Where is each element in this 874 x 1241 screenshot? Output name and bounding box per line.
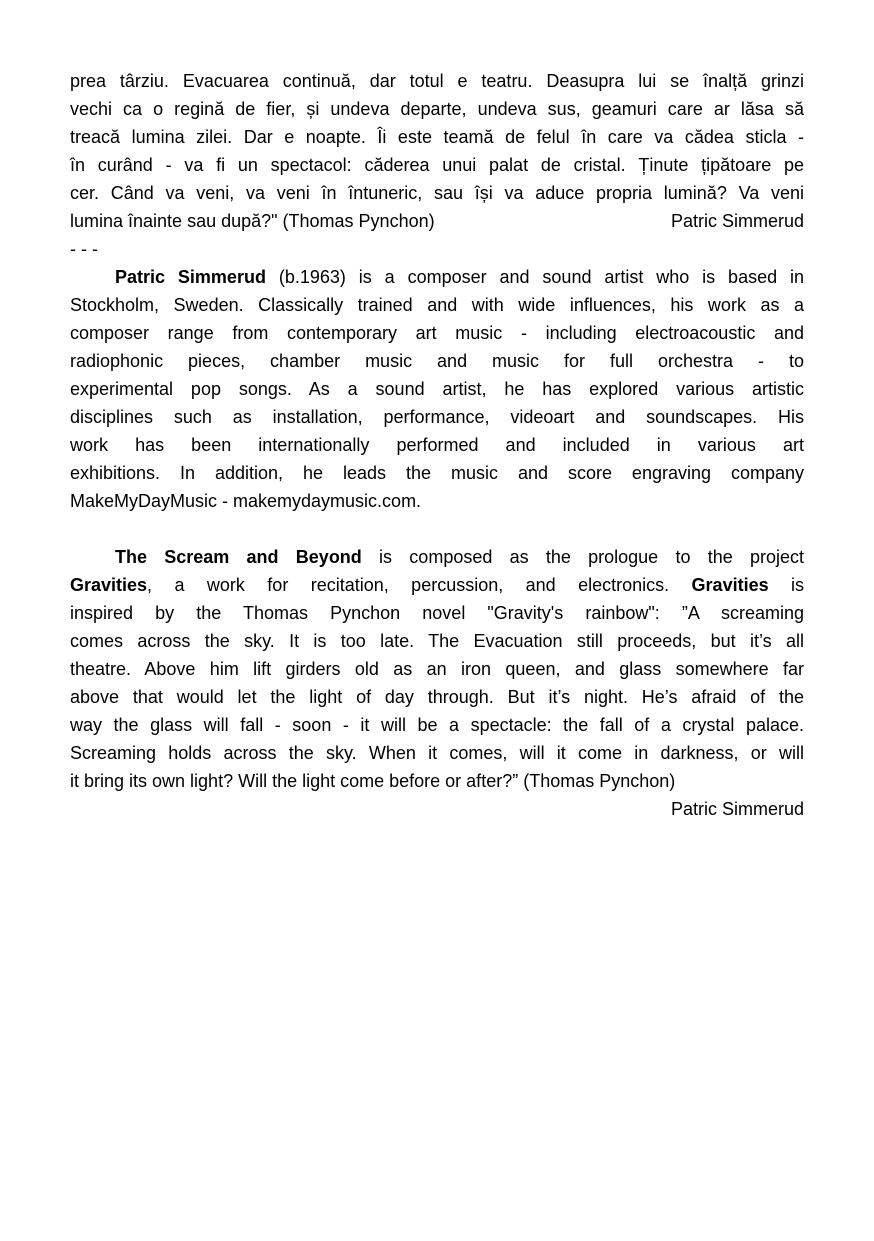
- text-line: [70, 767, 804, 795]
- text-segment: Stockholm, Sweden. Classically trained and with wide influences, his work as a: [70, 295, 804, 315]
- bold-text-segment: The Scream and Beyond: [115, 547, 362, 567]
- text-segment: it bring its own light? Will the light come before or after?” (Thomas Pynchon): [70, 771, 676, 791]
- text-segment: Patric Simmerud: [670, 799, 804, 819]
- text-segment: Screaming holds across the sky. When it comes, will it come in darkness, or will: [70, 743, 804, 763]
- text-line: [70, 207, 804, 235]
- text-line: [70, 795, 804, 823]
- paragraph-romanian-quote: [70, 67, 804, 263]
- text-line: [70, 123, 804, 151]
- text-segment: is: [768, 575, 805, 595]
- text-segment: inspired by the Thomas Pynchon novel "Gravity's rainbow": ”A screaming: [70, 603, 804, 623]
- bold-text-segment: Gravities: [691, 575, 769, 595]
- text-line: [70, 375, 804, 403]
- text-line: [70, 599, 804, 627]
- text-segment: experimental pop songs. As a sound artist, he has explored various artistic: [70, 379, 804, 399]
- text-line: [70, 431, 804, 459]
- text-segment: - - -: [70, 239, 98, 259]
- quote-attribution-text: lumina înainte sau după?" (Thomas Pynchon): [70, 211, 435, 231]
- text-line: [70, 235, 804, 263]
- text-line: [70, 655, 804, 683]
- text-line: [70, 95, 804, 123]
- text-line: [70, 459, 804, 487]
- text-line: [70, 291, 804, 319]
- text-line: [70, 263, 804, 291]
- text-segment: work has been internationally performed and included in various art: [70, 435, 804, 455]
- text-segment: comes across the sky. It is too late. The Evacuation still proceeds, but it’s all: [70, 631, 804, 651]
- text-segment: radiophonic pieces, chamber music and music for full orchestra - to: [70, 351, 804, 371]
- text-line: [70, 403, 804, 431]
- author-name-text: Patric Simmerud: [670, 211, 804, 231]
- text-segment: composer range from contemporary art music - including electroacoustic and: [70, 323, 804, 343]
- text-segment: theatre. Above him lift girders old as an iron queen, and glass somewhere far: [70, 659, 804, 679]
- text-segment: MakeMyDayMusic - makemydaymusic.com.: [70, 491, 422, 511]
- text-line: [70, 151, 804, 179]
- text-segment: treacă lumina zilei. Dar e noapte. Îi este teamă de felul în care va cădea sticla -: [70, 127, 804, 147]
- text-segment: disciplines such as installation, performance, videoart and soundscapes. His: [70, 407, 804, 427]
- text-line: [70, 543, 804, 571]
- text-segment: vechi ca o regină de fier, și undeva departe, undeva sus, geamuri care ar lăsa să: [70, 99, 804, 119]
- text-line: [70, 571, 804, 599]
- text-segment: cer. Când va veni, va veni în întuneric, sau își va aduce propria lumină? Va veni: [70, 183, 804, 203]
- text-segment: , a work for recitation, percussion, and electronics.: [147, 575, 692, 595]
- text-segment: above that would let the light of day through. But it’s night. He’s afraid of the: [70, 687, 804, 707]
- text-line: [70, 487, 804, 515]
- text-line: [70, 319, 804, 347]
- text-segment: way the glass will fall - soon - it will be a spectacle: the fall of a crystal palace.: [70, 715, 804, 735]
- text-segment: is composed as the prologue to the project: [361, 547, 804, 567]
- bold-text-segment: Gravities: [70, 575, 148, 595]
- text-segment: în curând - va fi un spectacol: căderea unui palat de cristal. Ținute țipătoare pe: [70, 155, 804, 175]
- text-line: [70, 683, 804, 711]
- text-line: [70, 627, 804, 655]
- text-segment: (b.1963) is a composer and sound artist who is based in: [265, 267, 804, 287]
- paragraph-work-description: [70, 543, 804, 823]
- text-segment: exhibitions. In addition, he leads the music and score engraving company: [70, 463, 804, 483]
- text-line: [70, 711, 804, 739]
- text-segment: prea târziu. Evacuarea continuă, dar totul e teatru. Deasupra lui se înalță grinzi: [70, 71, 804, 91]
- bold-text-segment: Patric Simmerud: [115, 267, 266, 287]
- paragraph-composer-bio: [70, 263, 804, 515]
- text-line: [70, 739, 804, 767]
- text-line: [70, 67, 804, 95]
- text-line: [70, 179, 804, 207]
- text-line: [70, 347, 804, 375]
